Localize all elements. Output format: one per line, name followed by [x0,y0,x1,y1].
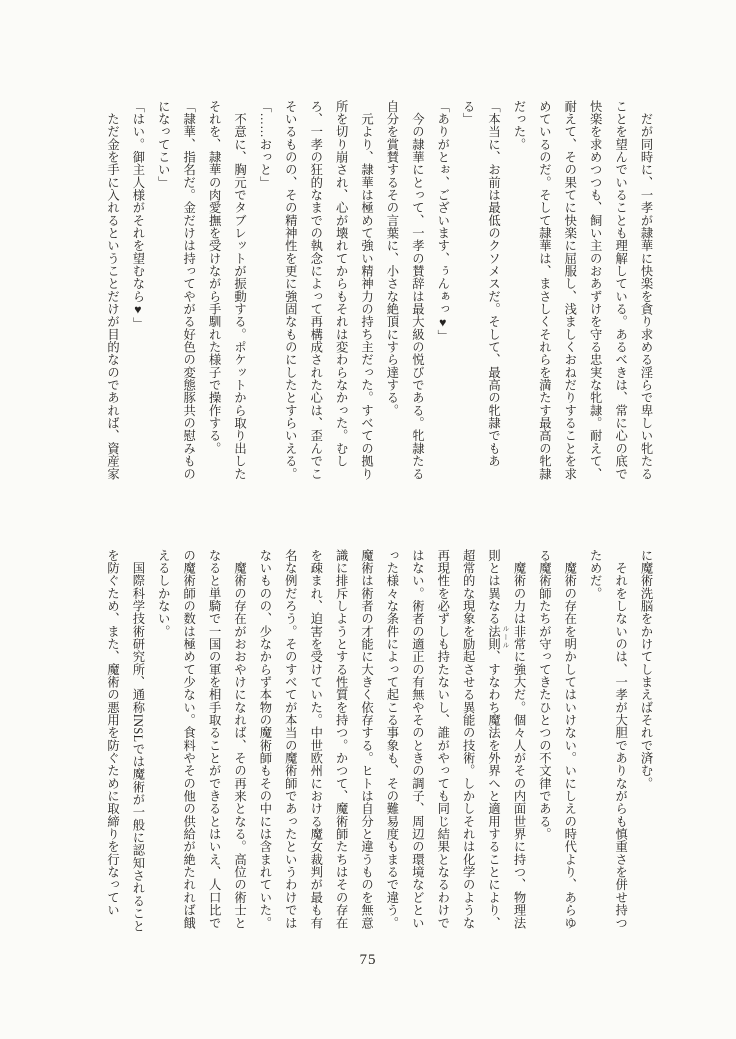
text-line: めているのだ。そして隷華は、まさしくそれらを満たす最高の牝隷 [537,100,552,481]
text-line: 識に排斥しようとする性質を持つ。かつて、魔術師たちはその存在 [334,549,349,930]
text-line: 再現性を必ずしも持たないし、誰がやっても同じ結果となるわけで [435,549,450,930]
text-line: 超常的な現象を励起させる異能の技術。しかしそれは化学のような [461,549,476,930]
text-line: 則とは異なる法則、すなわち魔法を外界へと適用することにより、 [486,549,501,930]
text-line: 「本当に、お前は最低のクソメスだ。そして、最高の牝隷でもあ [486,100,501,468]
text-line: 所を切り崩され、心が壊れてからもそれは変わらなかった。むし [334,100,349,468]
text-line: だが同時に、一孝が隷華に快楽を貪り求める淫らで卑しい牝たる [639,100,653,481]
text-line: 今の隷華にとって、一孝の賛辞は最大級の悦びである。牝隷たる [410,100,425,481]
text-line: 「隷華、指名だ。金だけは持ってやがる好色の変態豚共の慰みもの [181,100,196,481]
text-line: 魔術は術者の才能に大きく依存する。ヒトは自分と違うものを無意 [359,549,374,930]
text-line: に魔術洗脳をかけてしまえばそれで済む。 [639,549,653,790]
text-line: る魔術師たちが守ってきたひとつの不文律である。 [537,549,552,841]
text-line: 耐えて、その果てに快楽に屈服し、浅ましくおねだりすることを求 [562,100,577,481]
text-line: 不意に、胸元でタブレットが振動する。ポケットから取り出した [232,100,247,481]
text-line: になってこい」 [156,100,171,189]
text-line: ことを望んでいることも理解している。あるべきは、常に心の底で [613,100,628,481]
text-line: ろ、一孝の狂的なまでの執念によって再構成された心は、歪んでこ [308,100,323,481]
text-line: ないものの、少なからず本物の魔術師もその中には含まれていた。 [257,549,272,930]
text-line: 快楽を求めつつも、飼い主のおあずけを守る忠実な牝隷。耐えて、 [588,100,603,481]
text-line: 魔術の存在を明かしてはいけない。いにしえの時代より、あらゆ [562,549,577,930]
text-line: はない。術者の適正の有無やそのときの調子、周辺の環境などとい [410,549,425,930]
text-line: ためだ。 [588,549,603,600]
text-line: なると単騎で一国の軍を相手取ることができるとはいえ、人口比で [207,549,222,930]
text-line: る」 [461,100,476,126]
text-line: そいるものの、その精神性を更に強固なものにしたとすらいえる。 [283,100,298,481]
text-line: 「……おっと」 [257,100,272,189]
text-line: 名な例だろう。そのすべてが本当の魔術師であったというわけでは [283,549,298,930]
text-line: を防ぐため、また、魔術の悪用を防ぐために取締りを行なってい [105,549,120,917]
text-line: の魔術師の数は極めて少ない。食料やその他の供給が絶たれれば餓 [181,549,196,930]
text-line: 魔術の存在がおおやけになれば、その再来となる。高位の術士と [232,549,247,930]
text-line: それをしないのは、一孝が大胆でありながらも慎重さを併せ持つ [613,549,628,930]
text-line: 元より、隷華は極めて強い精神力の持ち主だった。すべての拠り [359,100,374,481]
text-line: 国際科学技術研究所、通称INSLでは魔術が一般に認知されること [130,549,145,933]
text-line: えるしかない。 [156,549,171,638]
top-text-block [99,100,658,482]
text-line: 「ありがとぉ、ございます、ぅんぁっ♥」 [435,100,450,343]
furigana-annotation: ルール [502,625,510,650]
bottom-text-block [99,549,658,931]
text-line: だった。 [511,100,526,151]
text-line: を疎まれ、迫害を受けていた。中世欧州における魔女裁判が最も有 [308,549,323,930]
text-line: 自分を賞賛するその言葉に、小さな絶頂にすら達する。 [384,100,399,417]
text-line: 魔術の力は非常に強大だ。個々人がその内面世界に持つ、物理法 [511,549,526,930]
text-line: それを、隷華の肉愛撫を受けながら手馴れた様子で操作する。 [207,100,222,455]
text-line: 「はい。御主人様がそれを望むなら♥」 [130,100,145,330]
page-number: 75 [359,952,377,968]
text-line: ただ金を手に入れるということだけが目的なのであれば、資産家 [105,100,120,481]
text-line: った様々な条件によって起こる事象も、その難易度もまるで違う。 [384,549,399,930]
